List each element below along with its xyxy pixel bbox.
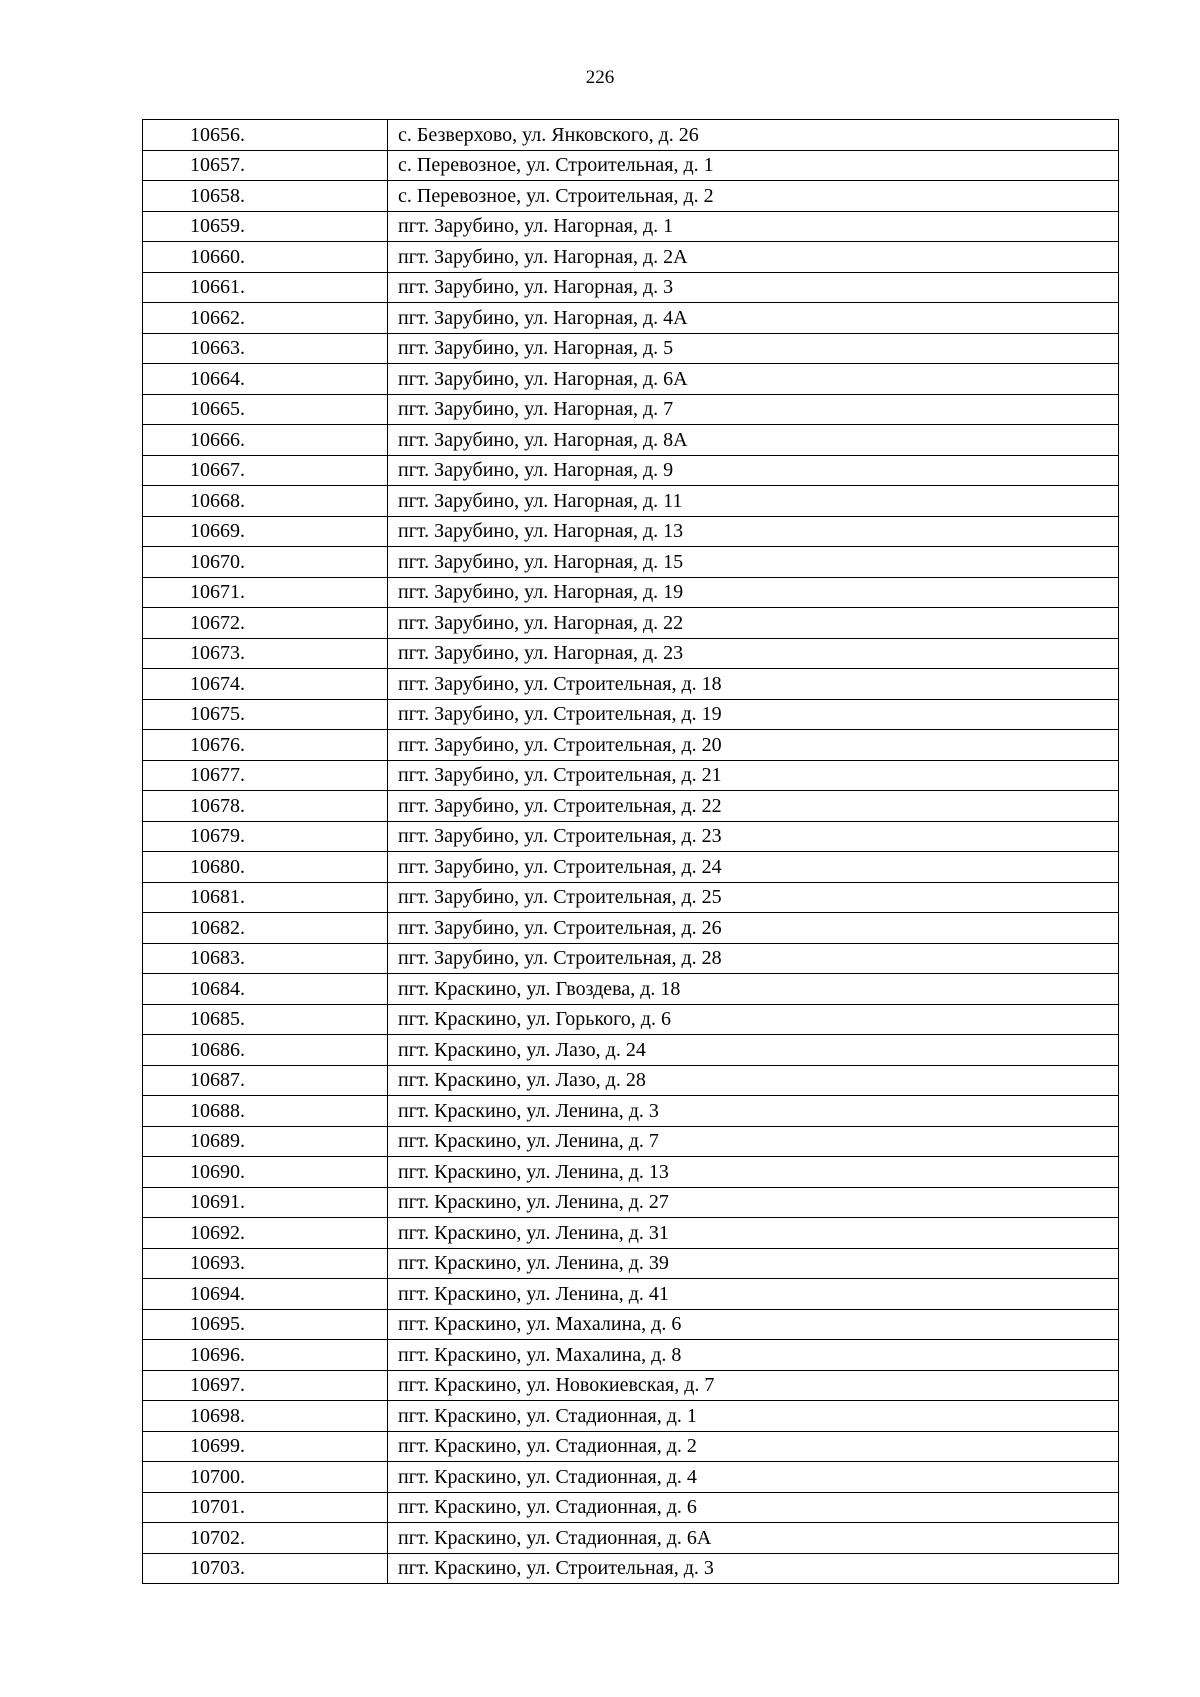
page-number: 226 (585, 67, 615, 88)
address-cell: пгт. Зарубино, ул. Строительная, д. 26 (388, 913, 1119, 944)
table-row (143, 1553, 1119, 1584)
address-cell: пгт. Краскино, ул. Ленина, д. 27 (388, 1187, 1119, 1218)
table-row (143, 1035, 1119, 1066)
address-cell: пгт. Зарубино, ул. Строительная, д. 24 (388, 852, 1119, 883)
row-number-cell: 10696. (143, 1340, 388, 1371)
row-number-cell: 10677. (143, 760, 388, 791)
row-number-cell: 10656. (143, 120, 388, 151)
address-cell: с. Перевозное, ул. Строительная, д. 1 (388, 150, 1119, 181)
table-row (143, 943, 1119, 974)
address-cell: пгт. Краскино, ул. Горького, д. 6 (388, 1004, 1119, 1035)
address-cell: пгт. Краскино, ул. Стадионная, д. 6А (388, 1523, 1119, 1554)
address-cell: пгт. Краскино, ул. Ленина, д. 3 (388, 1096, 1119, 1127)
table-row (143, 486, 1119, 517)
address-cell: пгт. Краскино, ул. Лазо, д. 24 (388, 1035, 1119, 1066)
row-number-cell: 10701. (143, 1492, 388, 1523)
table-row (143, 425, 1119, 456)
table-row (143, 394, 1119, 425)
table-row (143, 1523, 1119, 1554)
table-row (143, 1462, 1119, 1493)
row-number-cell: 10697. (143, 1370, 388, 1401)
table-row (143, 974, 1119, 1005)
address-cell: пгт. Краскино, ул. Стадионная, д. 6 (388, 1492, 1119, 1523)
address-cell: пгт. Зарубино, ул. Нагорная, д. 11 (388, 486, 1119, 517)
address-cell: пгт. Зарубино, ул. Строительная, д. 28 (388, 943, 1119, 974)
row-number-cell: 10671. (143, 577, 388, 608)
row-number-cell: 10670. (143, 547, 388, 578)
address-cell: пгт. Краскино, ул. Ленина, д. 31 (388, 1218, 1119, 1249)
address-cell: пгт. Зарубино, ул. Строительная, д. 25 (388, 882, 1119, 913)
table-row (143, 1370, 1119, 1401)
address-cell: пгт. Зарубино, ул. Нагорная, д. 4А (388, 303, 1119, 334)
table-row (143, 669, 1119, 700)
address-cell: пгт. Зарубино, ул. Нагорная, д. 2А (388, 242, 1119, 273)
row-number-cell: 10692. (143, 1218, 388, 1249)
row-number-cell: 10703. (143, 1553, 388, 1584)
row-number-cell: 10661. (143, 272, 388, 303)
table-row (143, 882, 1119, 913)
row-number-cell: 10691. (143, 1187, 388, 1218)
table-row (143, 1309, 1119, 1340)
row-number-cell: 10679. (143, 821, 388, 852)
row-number-cell: 10668. (143, 486, 388, 517)
row-number-cell: 10673. (143, 638, 388, 669)
table-row (143, 1340, 1119, 1371)
row-number-cell: 10702. (143, 1523, 388, 1554)
table-row (143, 181, 1119, 212)
table-row (143, 1492, 1119, 1523)
table-row (143, 913, 1119, 944)
row-number-cell: 10662. (143, 303, 388, 334)
table-row (143, 821, 1119, 852)
table-row (143, 760, 1119, 791)
table-row (143, 1065, 1119, 1096)
row-number-cell: 10669. (143, 516, 388, 547)
address-cell: пгт. Зарубино, ул. Нагорная, д. 22 (388, 608, 1119, 639)
address-cell: пгт. Краскино, ул. Стадионная, д. 4 (388, 1462, 1119, 1493)
row-number-cell: 10687. (143, 1065, 388, 1096)
row-number-cell: 10700. (143, 1462, 388, 1493)
row-number-cell: 10685. (143, 1004, 388, 1035)
table-row (143, 1248, 1119, 1279)
address-cell: с. Безверхово, ул. Янковского, д. 26 (388, 120, 1119, 151)
row-number-cell: 10665. (143, 394, 388, 425)
table-row (143, 211, 1119, 242)
row-number-cell: 10657. (143, 150, 388, 181)
row-number-cell: 10688. (143, 1096, 388, 1127)
row-number-cell: 10672. (143, 608, 388, 639)
address-cell: пгт. Краскино, ул. Новокиевская, д. 7 (388, 1370, 1119, 1401)
row-number-cell: 10660. (143, 242, 388, 273)
address-cell: пгт. Зарубино, ул. Нагорная, д. 7 (388, 394, 1119, 425)
address-cell: пгт. Краскино, ул. Строительная, д. 3 (388, 1553, 1119, 1584)
table-row (143, 364, 1119, 395)
address-cell: пгт. Зарубино, ул. Нагорная, д. 23 (388, 638, 1119, 669)
row-number-cell: 10666. (143, 425, 388, 456)
table-row (143, 577, 1119, 608)
address-cell: пгт. Краскино, ул. Ленина, д. 7 (388, 1126, 1119, 1157)
address-cell: пгт. Зарубино, ул. Строительная, д. 20 (388, 730, 1119, 761)
row-number-cell: 10693. (143, 1248, 388, 1279)
row-number-cell: 10699. (143, 1431, 388, 1462)
address-cell: с. Перевозное, ул. Строительная, д. 2 (388, 181, 1119, 212)
row-number-cell: 10659. (143, 211, 388, 242)
address-cell: пгт. Зарубино, ул. Строительная, д. 23 (388, 821, 1119, 852)
row-number-cell: 10695. (143, 1309, 388, 1340)
row-number-cell: 10684. (143, 974, 388, 1005)
table-row (143, 791, 1119, 822)
address-cell: пгт. Краскино, ул. Лазо, д. 28 (388, 1065, 1119, 1096)
row-number-cell: 10675. (143, 699, 388, 730)
address-cell: пгт. Краскино, ул. Ленина, д. 41 (388, 1279, 1119, 1310)
address-cell: пгт. Краскино, ул. Стадионная, д. 1 (388, 1401, 1119, 1432)
table-row (143, 1187, 1119, 1218)
row-number-cell: 10664. (143, 364, 388, 395)
row-number-cell: 10689. (143, 1126, 388, 1157)
table-row (143, 120, 1119, 151)
row-number-cell: 10663. (143, 333, 388, 364)
address-cell: пгт. Зарубино, ул. Нагорная, д. 5 (388, 333, 1119, 364)
address-cell: пгт. Зарубино, ул. Нагорная, д. 9 (388, 455, 1119, 486)
row-number-cell: 10667. (143, 455, 388, 486)
address-cell: пгт. Зарубино, ул. Нагорная, д. 13 (388, 516, 1119, 547)
address-cell: пгт. Краскино, ул. Ленина, д. 39 (388, 1248, 1119, 1279)
table-row (143, 608, 1119, 639)
table-row (143, 242, 1119, 273)
row-number-cell: 10680. (143, 852, 388, 883)
address-cell: пгт. Краскино, ул. Стадионная, д. 2 (388, 1431, 1119, 1462)
row-number-cell: 10681. (143, 882, 388, 913)
row-number-cell: 10674. (143, 669, 388, 700)
row-number-cell: 10683. (143, 943, 388, 974)
address-cell: пгт. Зарубино, ул. Строительная, д. 21 (388, 760, 1119, 791)
table-row (143, 272, 1119, 303)
table-row (143, 1279, 1119, 1310)
table-row (143, 638, 1119, 669)
table-row (143, 303, 1119, 334)
table-row (143, 852, 1119, 883)
table-row (143, 1431, 1119, 1462)
row-number-cell: 10676. (143, 730, 388, 761)
address-table (142, 119, 1119, 1584)
table-row (143, 699, 1119, 730)
address-cell: пгт. Зарубино, ул. Нагорная, д. 3 (388, 272, 1119, 303)
address-cell: пгт. Зарубино, ул. Нагорная, д. 15 (388, 547, 1119, 578)
table-row (143, 1126, 1119, 1157)
table-row (143, 1157, 1119, 1188)
address-table-body (143, 120, 1119, 1584)
address-cell: пгт. Зарубино, ул. Нагорная, д. 8А (388, 425, 1119, 456)
address-cell: пгт. Зарубино, ул. Нагорная, д. 1 (388, 211, 1119, 242)
table-row (143, 150, 1119, 181)
row-number-cell: 10682. (143, 913, 388, 944)
address-cell: пгт. Зарубино, ул. Строительная, д. 19 (388, 699, 1119, 730)
address-cell: пгт. Зарубино, ул. Нагорная, д. 19 (388, 577, 1119, 608)
address-cell: пгт. Зарубино, ул. Нагорная, д. 6А (388, 364, 1119, 395)
table-row (143, 1096, 1119, 1127)
address-cell: пгт. Краскино, ул. Махалина, д. 6 (388, 1309, 1119, 1340)
row-number-cell: 10658. (143, 181, 388, 212)
address-cell: пгт. Краскино, ул. Ленина, д. 13 (388, 1157, 1119, 1188)
table-row (143, 1004, 1119, 1035)
table-row (143, 333, 1119, 364)
row-number-cell: 10686. (143, 1035, 388, 1066)
table-row (143, 730, 1119, 761)
row-number-cell: 10698. (143, 1401, 388, 1432)
table-row (143, 516, 1119, 547)
table-row (143, 1401, 1119, 1432)
address-cell: пгт. Зарубино, ул. Строительная, д. 18 (388, 669, 1119, 700)
table-row (143, 1218, 1119, 1249)
row-number-cell: 10678. (143, 791, 388, 822)
row-number-cell: 10690. (143, 1157, 388, 1188)
address-cell: пгт. Краскино, ул. Махалина, д. 8 (388, 1340, 1119, 1371)
table-row (143, 547, 1119, 578)
address-cell: пгт. Краскино, ул. Гвоздева, д. 18 (388, 974, 1119, 1005)
row-number-cell: 10694. (143, 1279, 388, 1310)
table-row (143, 455, 1119, 486)
address-cell: пгт. Зарубино, ул. Строительная, д. 22 (388, 791, 1119, 822)
